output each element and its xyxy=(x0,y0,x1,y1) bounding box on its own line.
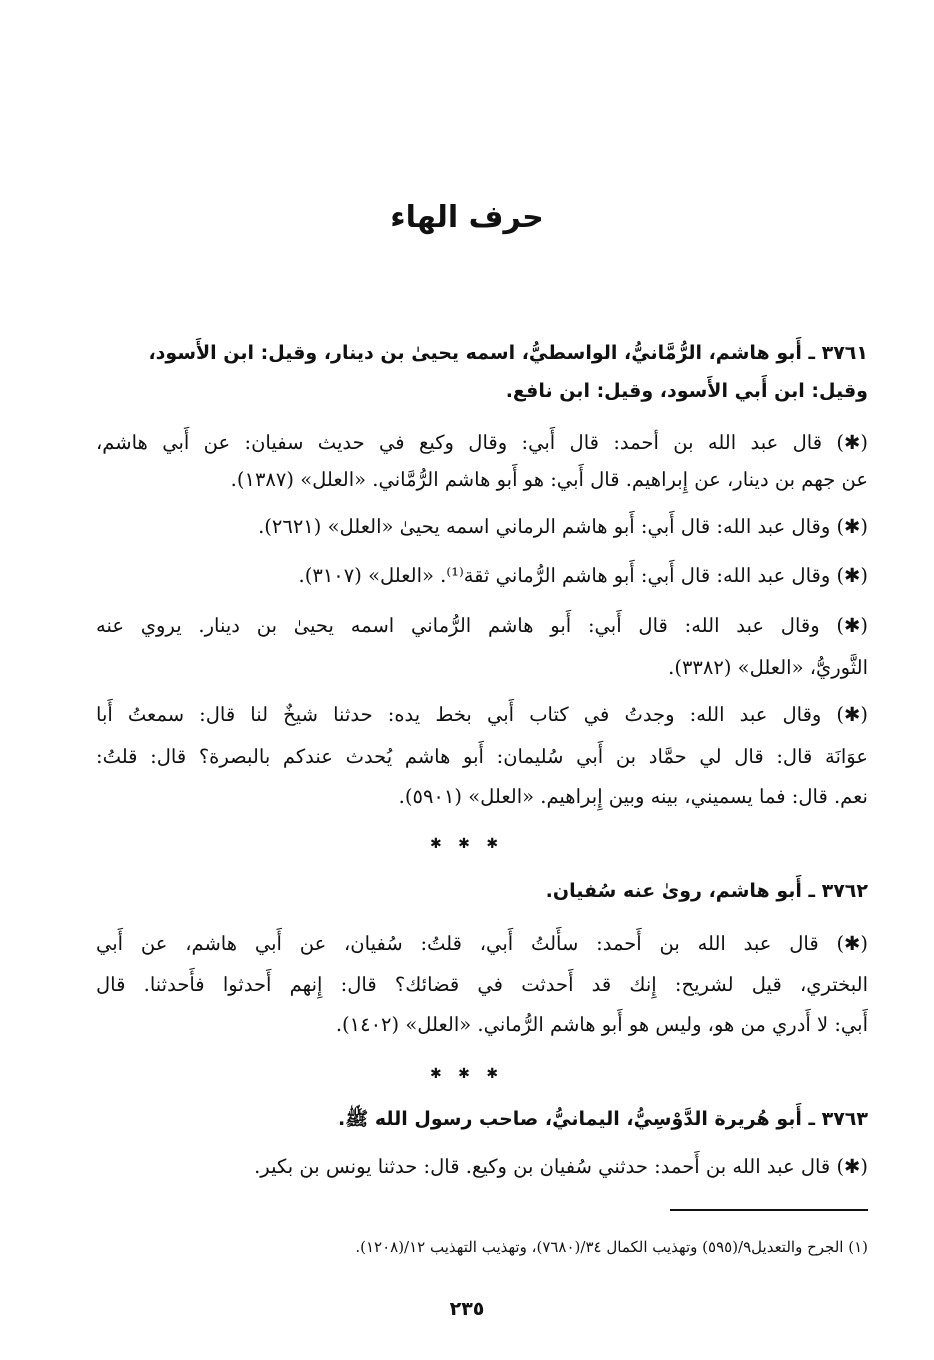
narration-line: الثَّوريُّ، «العلل» (٣٣٨٢). xyxy=(668,656,868,679)
narration-line: (✱) قال عبد الله بن أَحمد: سأَلتُ أَبي، قلتُ: سُفيان، عن أَبي هاشم، عن أَبي xyxy=(96,932,868,955)
footnote-divider xyxy=(670,1209,868,1211)
page-number: ٢٣٥ xyxy=(449,1298,485,1320)
narration-line: (✱) وقال عبد الله: قال أَبي: أَبو هاشم الرُّماني ثقة⁽¹⁾. «العلل» (٣١٠٧). xyxy=(298,564,868,587)
narration-line: البختري، قيل لشريح: إِنك قد أَحدثت في قضائك؟ قال: إِنهم أَحدثوا فأَحدثنا. قال xyxy=(96,973,868,996)
narration-line: أَبي: لا أَدري من هو، وليس هو أَبو هاشم الرُّماني. «العلل» (١٤٠٢). xyxy=(335,1013,868,1036)
narration-line: (✱) وقال عبد الله: قال أَبي: أَبو هاشم الرماني اسمه يحيىٰ «العلل» (٢٦٢١). xyxy=(258,515,868,538)
narration-line: (✱) وقال عبد الله: قال أَبي: أَبو هاشم الرُّماني اسمه يحيىٰ بن دينار. يروي عنه xyxy=(96,614,868,637)
narration-line: عوَانَة قال: قال لي حمَّاد بن أَبي سُليمان: أَبو هاشم يُحدث عندكم بالبصرة؟ قال: قلتُ: xyxy=(96,745,868,768)
narration-line: (✱) وقال عبد الله: وجدتُ في كتاب أَبي بخط يده: حدثنا شيخٌ لنا قال: سمعتُ أَبا xyxy=(96,703,868,726)
entry-heading: ٣٧٦٣ ـ أَبو هُريرة الدَّوْسِيُّ، اليمانيُّ، صاحب رسول الله ﷺ. xyxy=(338,1108,868,1130)
footnote: (١) الجرح والتعديل٩/(٥٩٥) وتهذيب الكمال ٣٤/(٧٦٨٠)، وتهذيب التهذيب ١٢/(١٢٠٨). xyxy=(355,1238,868,1256)
entry-heading: ٣٧٦٢ ـ أَبو هاشم، روىٰ عنه سُفيان. xyxy=(545,880,868,902)
narration-line: (✱) قال عبد الله بن أحمد: قال أَبي: وقال وكيع في حديث سفيان: عن أَبي هاشم، xyxy=(96,431,868,454)
entry-heading: ٣٧٦١ ـ أَبو هاشم، الرُّمَّانيُّ، الواسطيُّ، اسمه يحيىٰ بن دينار، وقيل: ابن الأَسود، xyxy=(148,342,868,364)
chapter-title: حرف الهاء xyxy=(390,200,544,235)
narration-line: نعم. قال: فما يسميني، بينه وبين إِبراهيم. «العلل» (٥٩٠١). xyxy=(398,785,868,808)
entry-heading: وقيل: ابن أَبي الأَسود، وقيل: ابن نافع. xyxy=(505,380,868,402)
section-separator: ✱ ✱ ✱ xyxy=(429,1066,505,1082)
narration-line: عن جهم بن دينار، عن إِبراهيم. قال أَبي: هو أَبو هاشم الرُّمَّاني. «العلل» (١٣٨٧). xyxy=(230,468,868,491)
section-separator: ✱ ✱ ✱ xyxy=(429,836,505,852)
narration-line: (✱) قال عبد الله بن أَحمد: حدثني سُفيان بن وكيع. قال: حدثنا يونس بن بكير. xyxy=(254,1155,868,1178)
